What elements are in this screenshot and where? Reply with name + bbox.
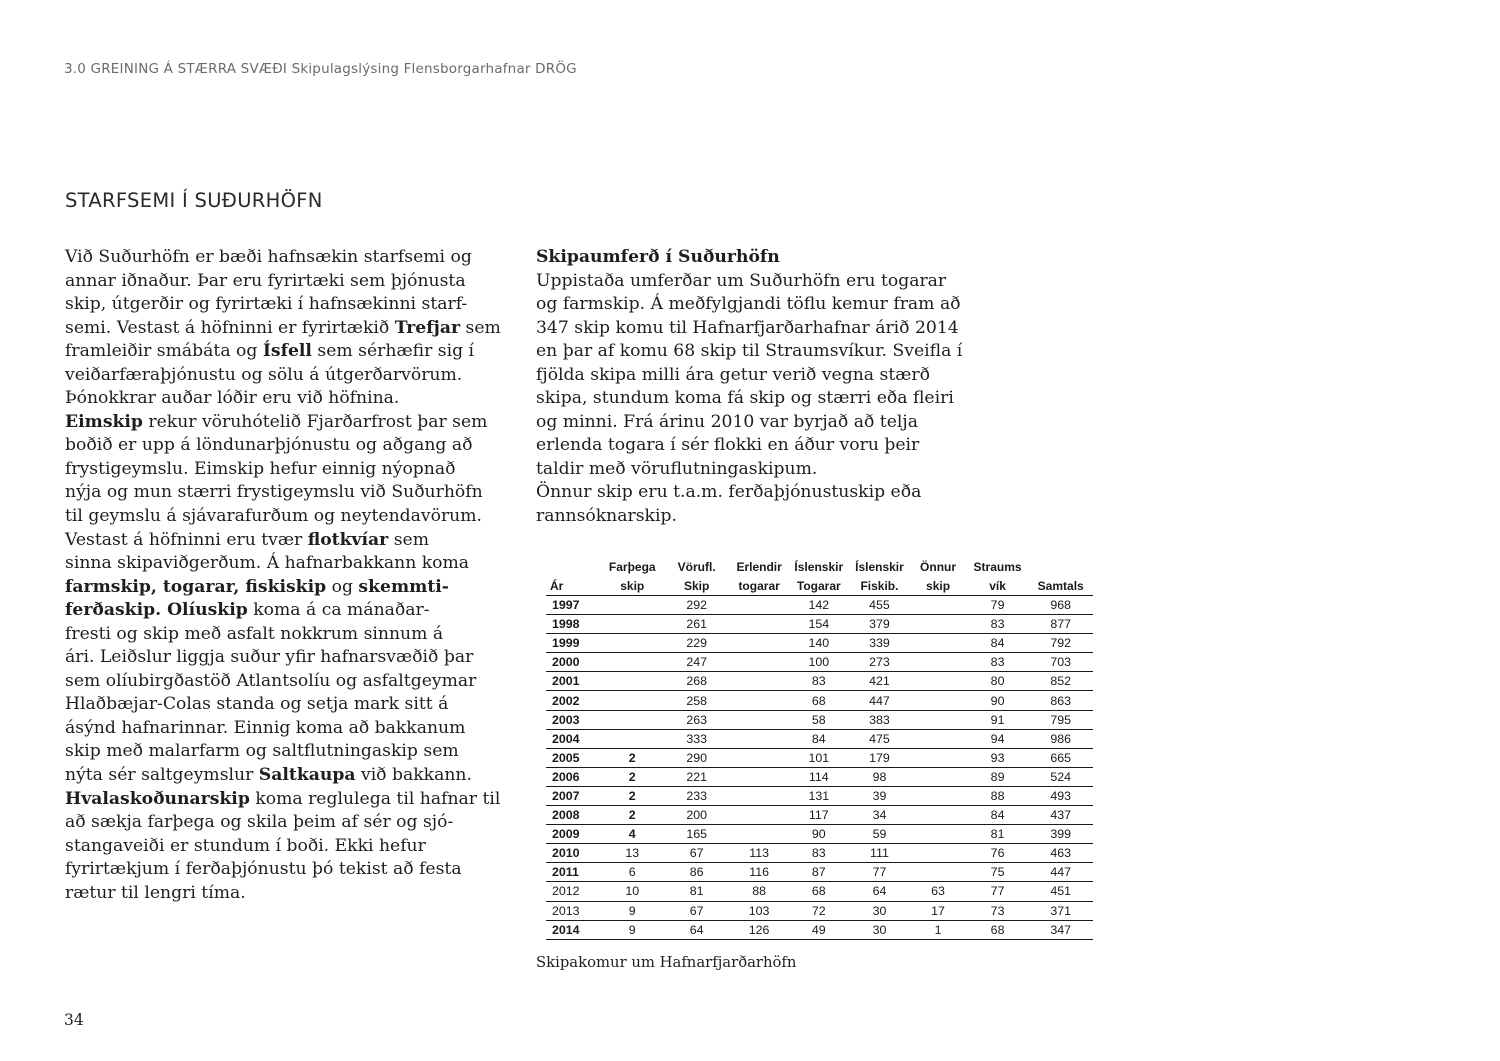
cell-isl-fiskib: 111	[850, 844, 910, 863]
cell-onnur: 17	[909, 901, 966, 920]
cell-vorufl: 261	[663, 615, 730, 634]
cell-isl-fiskib: 59	[850, 825, 910, 844]
cell-farthega: 2	[601, 748, 663, 767]
cell-farthega: 9	[601, 901, 663, 920]
cell-samtals: 399	[1028, 825, 1093, 844]
paragraph-line	[65, 364, 505, 388]
cell-farthega: 2	[601, 786, 663, 805]
column-header-line1	[1028, 558, 1093, 577]
cell-year: 2004	[546, 729, 601, 748]
cell-isl-fiskib: 447	[850, 691, 910, 710]
text-run: sem sérhæfir sig í	[311, 341, 475, 362]
cell-samtals: 451	[1028, 882, 1093, 901]
column-header-line2: vík	[989, 578, 1006, 593]
cell-year: 2006	[546, 767, 601, 786]
cell-erlendir	[730, 806, 788, 825]
cell-year: 2008	[546, 806, 601, 825]
text-run: fyrirtækjum í ferðaþjónustu þó tekist að festa	[65, 859, 462, 880]
table-row	[546, 844, 1093, 863]
cell-year: 2007	[546, 786, 601, 805]
cell-farthega	[601, 653, 663, 672]
column-header-line2: skip	[926, 578, 951, 593]
column-header-line1: Íslenskir	[855, 560, 904, 574]
text-run: koma reglulega til hafnar til	[249, 788, 501, 809]
table-row	[546, 767, 1093, 786]
cell-straumsvik: 91	[967, 710, 1029, 729]
paragraph-line	[65, 858, 505, 882]
cell-samtals: 524	[1028, 767, 1093, 786]
cell-year: 1998	[546, 615, 601, 634]
paragraph-line	[65, 552, 505, 576]
cell-vorufl: 290	[663, 748, 730, 767]
right-column-body	[536, 246, 986, 529]
cell-erlendir: 113	[730, 844, 788, 863]
cell-year: 1999	[546, 634, 601, 653]
cell-onnur	[909, 863, 966, 882]
text-run: og	[326, 576, 359, 597]
table-row	[546, 882, 1093, 901]
cell-isl-fiskib: 273	[850, 653, 910, 672]
cell-year: 2009	[546, 825, 601, 844]
cell-farthega	[601, 691, 663, 710]
cell-straumsvik: 75	[967, 863, 1029, 882]
column-header-line2: Ár	[550, 578, 564, 593]
text-run: fresti og skip með asfalt nokkrum sinnum á	[65, 623, 444, 644]
cell-isl-fiskib: 34	[850, 806, 910, 825]
text-run: nýja og mun stærri frystigeymslu við Suðurhöfn	[65, 482, 483, 503]
cell-samtals: 792	[1028, 634, 1093, 653]
cell-isl-togarar: 101	[788, 748, 850, 767]
table-row	[546, 901, 1093, 920]
table-row	[546, 615, 1093, 634]
bold-text: farmskip, togarar, fiskiskip	[65, 576, 327, 597]
cell-year: 1997	[546, 596, 601, 615]
cell-straumsvik: 83	[967, 653, 1029, 672]
column-header-line1: Farþega	[608, 560, 656, 574]
cell-isl-fiskib: 64	[850, 882, 910, 901]
cell-samtals: 795	[1028, 710, 1093, 729]
cell-farthega: 13	[601, 844, 663, 863]
table-row	[546, 653, 1093, 672]
cell-farthega	[601, 596, 663, 615]
cell-year: 2010	[546, 844, 601, 863]
cell-onnur	[909, 615, 966, 634]
column-header-line2: skip	[620, 578, 645, 593]
cell-vorufl: 229	[663, 634, 730, 653]
paragraph-line	[65, 740, 505, 764]
cell-samtals: 463	[1028, 844, 1093, 863]
cell-year: 2000	[546, 653, 601, 672]
cell-isl-togarar: 142	[788, 596, 850, 615]
cell-erlendir	[730, 748, 788, 767]
cell-onnur: 63	[909, 882, 966, 901]
table-header-row-1	[546, 558, 1093, 577]
cell-samtals: 347	[1028, 920, 1093, 939]
cell-vorufl: 263	[663, 710, 730, 729]
cell-onnur: 1	[909, 920, 966, 939]
table-row	[546, 710, 1093, 729]
cell-vorufl: 86	[663, 863, 730, 882]
page-number: 34	[64, 1011, 84, 1029]
cell-straumsvik: 73	[967, 901, 1029, 920]
table-row	[546, 863, 1093, 882]
bold-text: skemmti-	[358, 576, 449, 597]
cell-isl-togarar: 68	[788, 691, 850, 710]
cell-erlendir	[730, 691, 788, 710]
cell-isl-togarar: 100	[788, 653, 850, 672]
cell-vorufl: 247	[663, 653, 730, 672]
paragraph-line: fjölda skipa milli ára getur verið vegna stærð	[536, 364, 930, 385]
cell-isl-togarar: 84	[788, 729, 850, 748]
bold-text: Saltkaupa	[258, 765, 356, 786]
cell-year: 2014	[546, 920, 601, 939]
paragraph-line: Önnur skip eru t.a.m. ferðaþjónustuskip eða	[536, 482, 922, 503]
cell-onnur	[909, 825, 966, 844]
cell-straumsvik: 83	[967, 615, 1029, 634]
text-run: skip, útgerðir og fyrirtæki í hafnsækinni starf-	[65, 294, 468, 315]
column-header-line1	[546, 558, 601, 577]
cell-vorufl: 67	[663, 844, 730, 863]
column-header-line2: togarar	[738, 578, 780, 593]
cell-erlendir	[730, 710, 788, 729]
paragraph-line	[65, 434, 505, 458]
text-run: sem	[388, 529, 429, 550]
paragraph-line	[65, 458, 505, 482]
paragraph-line	[65, 835, 505, 859]
cell-isl-fiskib: 30	[850, 920, 910, 939]
cell-vorufl: 258	[663, 691, 730, 710]
cell-vorufl: 81	[663, 882, 730, 901]
bold-text: Hvalaskoðunarskip	[65, 788, 250, 809]
cell-straumsvik: 76	[967, 844, 1029, 863]
cell-isl-fiskib: 77	[850, 863, 910, 882]
cell-samtals: 493	[1028, 786, 1093, 805]
table-row	[546, 672, 1093, 691]
cell-straumsvik: 88	[967, 786, 1029, 805]
cell-farthega: 2	[601, 767, 663, 786]
bold-text: flotkvíar	[307, 529, 389, 550]
cell-erlendir: 88	[730, 882, 788, 901]
cell-onnur	[909, 634, 966, 653]
cell-straumsvik: 81	[967, 825, 1029, 844]
cell-isl-fiskib: 455	[850, 596, 910, 615]
cell-year: 2011	[546, 863, 601, 882]
cell-onnur	[909, 767, 966, 786]
paragraph-line	[65, 246, 505, 270]
cell-isl-togarar: 114	[788, 767, 850, 786]
cell-vorufl: 67	[663, 901, 730, 920]
table-row	[546, 748, 1093, 767]
cell-onnur	[909, 806, 966, 825]
text-run: Hlaðbæjar-Colas standa og setja mark sitt á	[65, 694, 449, 715]
cell-vorufl: 292	[663, 596, 730, 615]
text-run: við bakkann.	[355, 765, 472, 786]
cell-isl-togarar: 117	[788, 806, 850, 825]
cell-year: 2005	[546, 748, 601, 767]
table-row	[546, 920, 1093, 939]
text-run: framleiðir smábáta og	[65, 341, 263, 362]
cell-samtals: 371	[1028, 901, 1093, 920]
cell-vorufl: 268	[663, 672, 730, 691]
left-column-body	[65, 246, 505, 905]
cell-samtals: 986	[1028, 729, 1093, 748]
text-run: stangaveiði er stundum í boði. Ekki hefur	[65, 835, 426, 856]
cell-isl-togarar: 90	[788, 825, 850, 844]
cell-erlendir	[730, 729, 788, 748]
paragraph-line	[65, 270, 505, 294]
text-run: veiðarfæraþjónustu og sölu á útgerðarvörum.	[65, 364, 463, 385]
cell-straumsvik: 89	[967, 767, 1029, 786]
table-row	[546, 691, 1093, 710]
cell-erlendir	[730, 786, 788, 805]
cell-vorufl: 233	[663, 786, 730, 805]
cell-straumsvik: 84	[967, 634, 1029, 653]
bold-text: Trefjar	[394, 317, 461, 338]
text-run: sem olíubirgðastöð Atlantsolíu og asfaltgeymar	[65, 670, 477, 691]
subsection-paragraph	[536, 270, 986, 529]
cell-isl-togarar: 140	[788, 634, 850, 653]
text-run: frystigeymslu. Eimskip hefur einnig nýopnað	[65, 458, 456, 479]
cell-erlendir	[730, 653, 788, 672]
cell-farthega: 4	[601, 825, 663, 844]
table-header-row-2	[546, 577, 1093, 596]
table-row	[546, 729, 1093, 748]
cell-isl-togarar: 83	[788, 844, 850, 863]
cell-farthega	[601, 615, 663, 634]
paragraph-line: 347 skip komu til Hafnarfjarðarhafnar árið 2014	[536, 317, 959, 338]
cell-farthega	[601, 672, 663, 691]
cell-onnur	[909, 748, 966, 767]
cell-samtals: 703	[1028, 653, 1093, 672]
cell-erlendir: 103	[730, 901, 788, 920]
paragraph-line: og farmskip. Á meðfylgjandi töflu kemur fram að	[536, 294, 961, 315]
cell-isl-togarar: 154	[788, 615, 850, 634]
cell-vorufl: 333	[663, 729, 730, 748]
cell-isl-togarar: 87	[788, 863, 850, 882]
table-row	[546, 786, 1093, 805]
cell-samtals: 665	[1028, 748, 1093, 767]
column-header-line1: Erlendir	[736, 560, 782, 574]
paragraph-line	[65, 623, 505, 647]
cell-year: 2013	[546, 901, 601, 920]
cell-vorufl: 64	[663, 920, 730, 939]
text-run: annar iðnaður. Þar eru fyrirtæki sem þjónusta	[65, 270, 466, 291]
table-row	[546, 596, 1093, 615]
cell-straumsvik: 93	[967, 748, 1029, 767]
column-header-line1: Íslenskir	[794, 560, 844, 574]
text-run: nýta sér saltgeymslur	[65, 765, 259, 786]
cell-isl-togarar: 131	[788, 786, 850, 805]
text-run: Vestast á höfninni eru tvær	[65, 529, 308, 550]
cell-erlendir: 126	[730, 920, 788, 939]
cell-onnur	[909, 672, 966, 691]
cell-samtals: 852	[1028, 672, 1093, 691]
text-run: rætur til lengri tíma.	[65, 882, 246, 903]
column-header-line2: Fiskib.	[860, 578, 899, 593]
cell-erlendir	[730, 615, 788, 634]
text-run: boðið er upp á löndunarþjónustu og aðgang að	[65, 435, 473, 456]
text-run: Þónokkrar auðar lóðir eru við höfnina.	[65, 388, 400, 409]
table-caption: Skipakomur um Hafnarfjarðarhöfn	[536, 954, 797, 971]
cell-isl-togarar: 68	[788, 882, 850, 901]
cell-isl-fiskib: 421	[850, 672, 910, 691]
text-run: til geymslu á sjávarafurðum og neytendavörum.	[65, 506, 483, 527]
cell-onnur	[909, 710, 966, 729]
cell-year: 2003	[546, 710, 601, 729]
column-header-line2: Togarar	[796, 578, 841, 593]
text-run: ásýnd hafnarinnar. Einnig koma að bakkanum	[65, 717, 466, 738]
cell-farthega: 2	[601, 806, 663, 825]
bold-text: Ísfell	[262, 341, 312, 362]
cell-onnur	[909, 653, 966, 672]
bold-text: Eimskip	[65, 411, 143, 432]
text-run: koma á ca mánaðar-	[247, 600, 430, 621]
paragraph-line	[65, 387, 505, 411]
paragraph-line: rannsóknarskip.	[536, 506, 677, 527]
table-row	[546, 825, 1093, 844]
paragraph-line	[65, 411, 505, 435]
cell-isl-fiskib: 179	[850, 748, 910, 767]
cell-isl-fiskib: 379	[850, 615, 910, 634]
running-head: 3.0 GREINING Á STÆRRA SVÆÐI Skipulagslýsing Flensborgarhafnar DRÖG	[64, 61, 577, 77]
cell-year: 2002	[546, 691, 601, 710]
column-header-line2: Samtals	[1037, 578, 1084, 593]
column-header-line1: Önnur	[920, 560, 957, 574]
text-run: rekur vöruhótelið Fjarðarfrost þar sem	[142, 411, 488, 432]
paragraph-line	[65, 646, 505, 670]
cell-isl-fiskib: 39	[850, 786, 910, 805]
cell-isl-fiskib: 339	[850, 634, 910, 653]
section-title: STARFSEMI Í SUÐURHÖFN	[65, 189, 323, 212]
cell-onnur	[909, 596, 966, 615]
cell-erlendir	[730, 825, 788, 844]
cell-vorufl: 221	[663, 767, 730, 786]
cell-straumsvik: 77	[967, 882, 1029, 901]
paragraph-line	[65, 717, 505, 741]
paragraph-line	[65, 576, 505, 600]
subsection-heading: Skipaumferð í Suðurhöfn	[536, 247, 780, 267]
cell-onnur	[909, 844, 966, 863]
column-header-line2: Skip	[683, 578, 710, 593]
cell-straumsvik: 94	[967, 729, 1029, 748]
cell-samtals: 447	[1028, 863, 1093, 882]
paragraph-line	[65, 340, 505, 364]
text-run: sinna skipaviðgerðum. Á hafnarbakkann koma	[65, 553, 470, 574]
cell-onnur	[909, 691, 966, 710]
paragraph-line: skipa, stundum koma fá skip og stærri eða fleiri	[536, 388, 954, 409]
cell-samtals: 877	[1028, 615, 1093, 634]
paragraph-line	[65, 764, 505, 788]
cell-straumsvik: 80	[967, 672, 1029, 691]
cell-isl-fiskib: 383	[850, 710, 910, 729]
text-run: skip með malarfarm og saltflutningaskip sem	[65, 741, 459, 762]
column-header-line1: Straums	[973, 560, 1022, 574]
cell-straumsvik: 84	[967, 806, 1029, 825]
cell-samtals: 863	[1028, 691, 1093, 710]
cell-samtals: 968	[1028, 596, 1093, 615]
cell-erlendir	[730, 596, 788, 615]
table-row	[546, 806, 1093, 825]
paragraph-line	[65, 788, 505, 812]
text-run: ári. Leiðslur liggja suður yfir hafnarsvæðið þar	[65, 647, 474, 668]
paragraph-line	[65, 317, 505, 341]
cell-erlendir	[730, 767, 788, 786]
cell-isl-fiskib: 98	[850, 767, 910, 786]
paragraph-line	[65, 693, 505, 717]
cell-samtals: 437	[1028, 806, 1093, 825]
ship-arrivals-table	[546, 558, 1093, 940]
cell-isl-togarar: 72	[788, 901, 850, 920]
cell-straumsvik: 68	[967, 920, 1029, 939]
text-run: sem	[460, 317, 501, 338]
column-header-line1: Vörufl.	[677, 560, 716, 574]
paragraph-line	[65, 882, 505, 906]
cell-onnur	[909, 786, 966, 805]
paragraph-line	[65, 481, 505, 505]
cell-erlendir	[730, 672, 788, 691]
text-run: Við Suðurhöfn er bæði hafnsækin starfsemi og	[65, 247, 472, 267]
paragraph-line	[65, 599, 505, 623]
paragraph-line	[65, 529, 505, 553]
cell-straumsvik: 79	[967, 596, 1029, 615]
paragraph-line	[65, 811, 505, 835]
table-row	[546, 634, 1093, 653]
cell-farthega	[601, 729, 663, 748]
cell-erlendir: 116	[730, 863, 788, 882]
text-run: að sækja farþega og skila þeim af sér og sjó-	[65, 812, 454, 833]
cell-isl-togarar: 83	[788, 672, 850, 691]
cell-vorufl: 200	[663, 806, 730, 825]
paragraph-line: Uppistaða umferðar um Suðurhöfn eru togarar	[536, 270, 947, 291]
paragraph-line: taldir með vöruflutningaskipum.	[536, 458, 818, 479]
cell-farthega: 9	[601, 920, 663, 939]
cell-isl-togarar: 58	[788, 710, 850, 729]
text-run: semi. Vestast á höfninni er fyrirtækið	[65, 317, 395, 338]
paragraph-line	[65, 670, 505, 694]
paragraph-line: en þar af komu 68 skip til Straumsvíkur. Sveifla í	[536, 341, 963, 362]
paragraph-line: erlenda togara í sér flokki en áður voru þeir	[536, 435, 920, 456]
cell-isl-fiskib: 30	[850, 901, 910, 920]
cell-vorufl: 165	[663, 825, 730, 844]
cell-year: 2001	[546, 672, 601, 691]
cell-farthega	[601, 710, 663, 729]
cell-isl-fiskib: 475	[850, 729, 910, 748]
cell-straumsvik: 90	[967, 691, 1029, 710]
paragraph-line: og minni. Frá árinu 2010 var byrjað að telja	[536, 411, 918, 432]
cell-isl-togarar: 49	[788, 920, 850, 939]
cell-farthega: 6	[601, 863, 663, 882]
cell-farthega	[601, 634, 663, 653]
bold-text: ferðaskip. Olíuskip	[65, 600, 248, 621]
cell-onnur	[909, 729, 966, 748]
cell-erlendir	[730, 634, 788, 653]
paragraph-line	[65, 293, 505, 317]
paragraph-line	[65, 505, 505, 529]
cell-farthega: 10	[601, 882, 663, 901]
cell-year: 2012	[546, 882, 601, 901]
